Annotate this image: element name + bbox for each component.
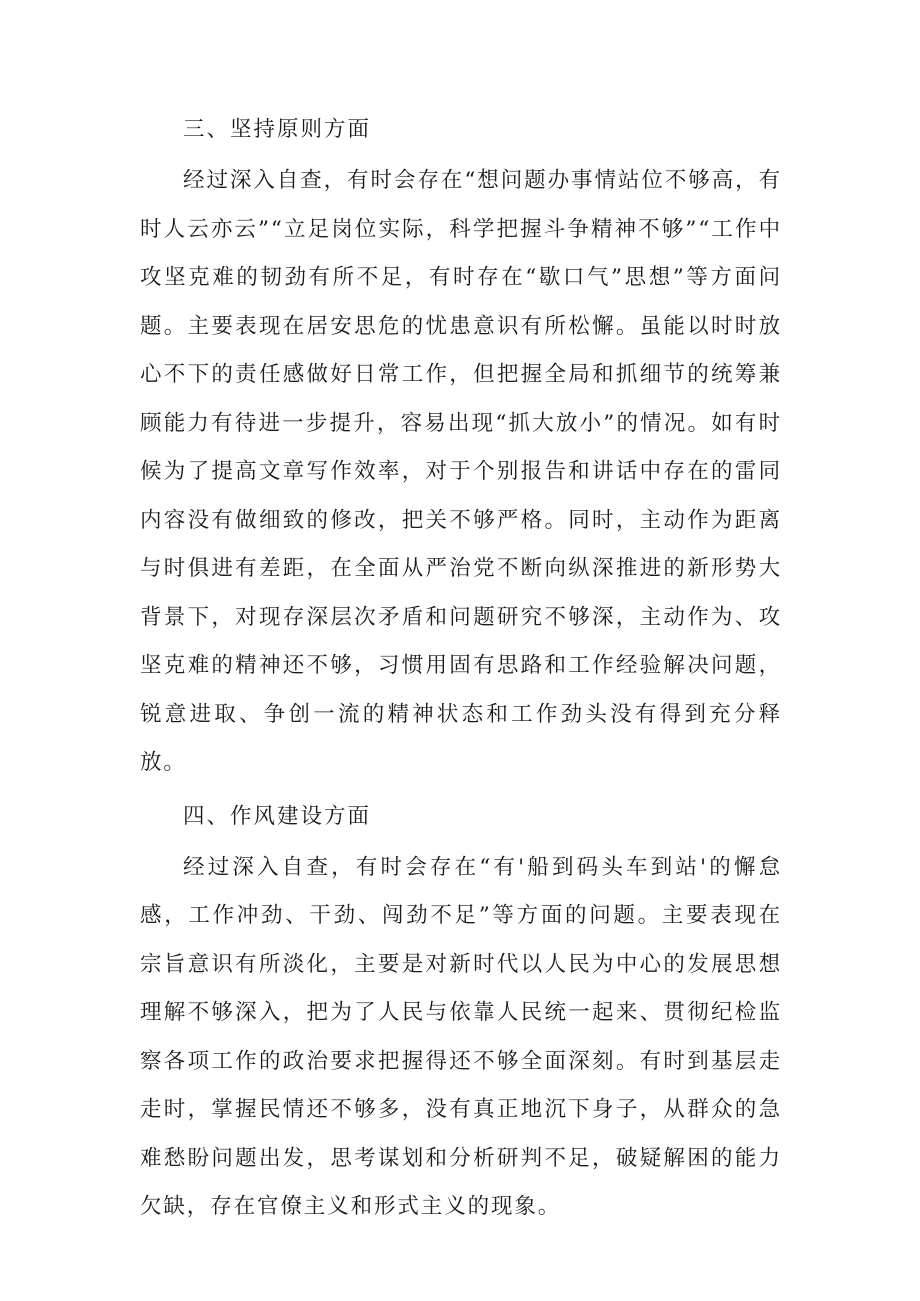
section-heading: 四、作风建设方面 <box>183 803 372 829</box>
section-principles <box>140 103 782 788</box>
document-content <box>140 103 782 1232</box>
section-paragraph: 经过深入自查，有时会存在“有'船到码头车到站'的懈怠感，工作冲劲、干劲、闯劲不足”等方面的问题。主要表现在宗旨意识有所淡化，主要是对新时代以人民为中心的发展思想理解不够深入，把为了人民与依靠人民统一起来、贯彻纪检监察各项工作的政治要求把握得还不够全面深刻。有时到基层走走时，掌握民情还不够多，没有真正地沉下身子，从群众的急难愁盼问题出发，思考谋划和分析研判不足，破疑解困的能力欠缺，存在官僚主义和形式主义的现象。 <box>140 854 782 1219</box>
section-work-style <box>140 790 782 1232</box>
section-paragraph: 经过深入自查，有时会存在“想问题办事情站位不够高，有时人云亦云”“立足岗位实际，科学把握斗争精神不够”“工作中攻坚克难的韧劲有所不足，有时存在“歇口气”思想”等方面问题。主要表现在居安思危的忧患意识有所松懈。虽能以时时放心不下的责任感做好日常工作，但把握全局和抓细节的统筹兼顾能力有待进一步提升，容易出现“抓大放小”的情况。如有时候为了提高文章写作效率，对于个别报告和讲话中存在的雷同内容没有做细致的修改，把关不够严格。同时，主动作为距离与时俱进有差距，在全面从严治党不断向纵深推进的新形势大背景下，对现存深层次矛盾和问题研究不够深，主动作为、攻坚克难的精神还不够，习惯用固有思路和工作经验解决问题，锐意进取、争创一流的精神状态和工作劲头没有得到充分释放。 <box>140 168 782 775</box>
section-heading: 三、坚持原则方面 <box>183 117 372 142</box>
